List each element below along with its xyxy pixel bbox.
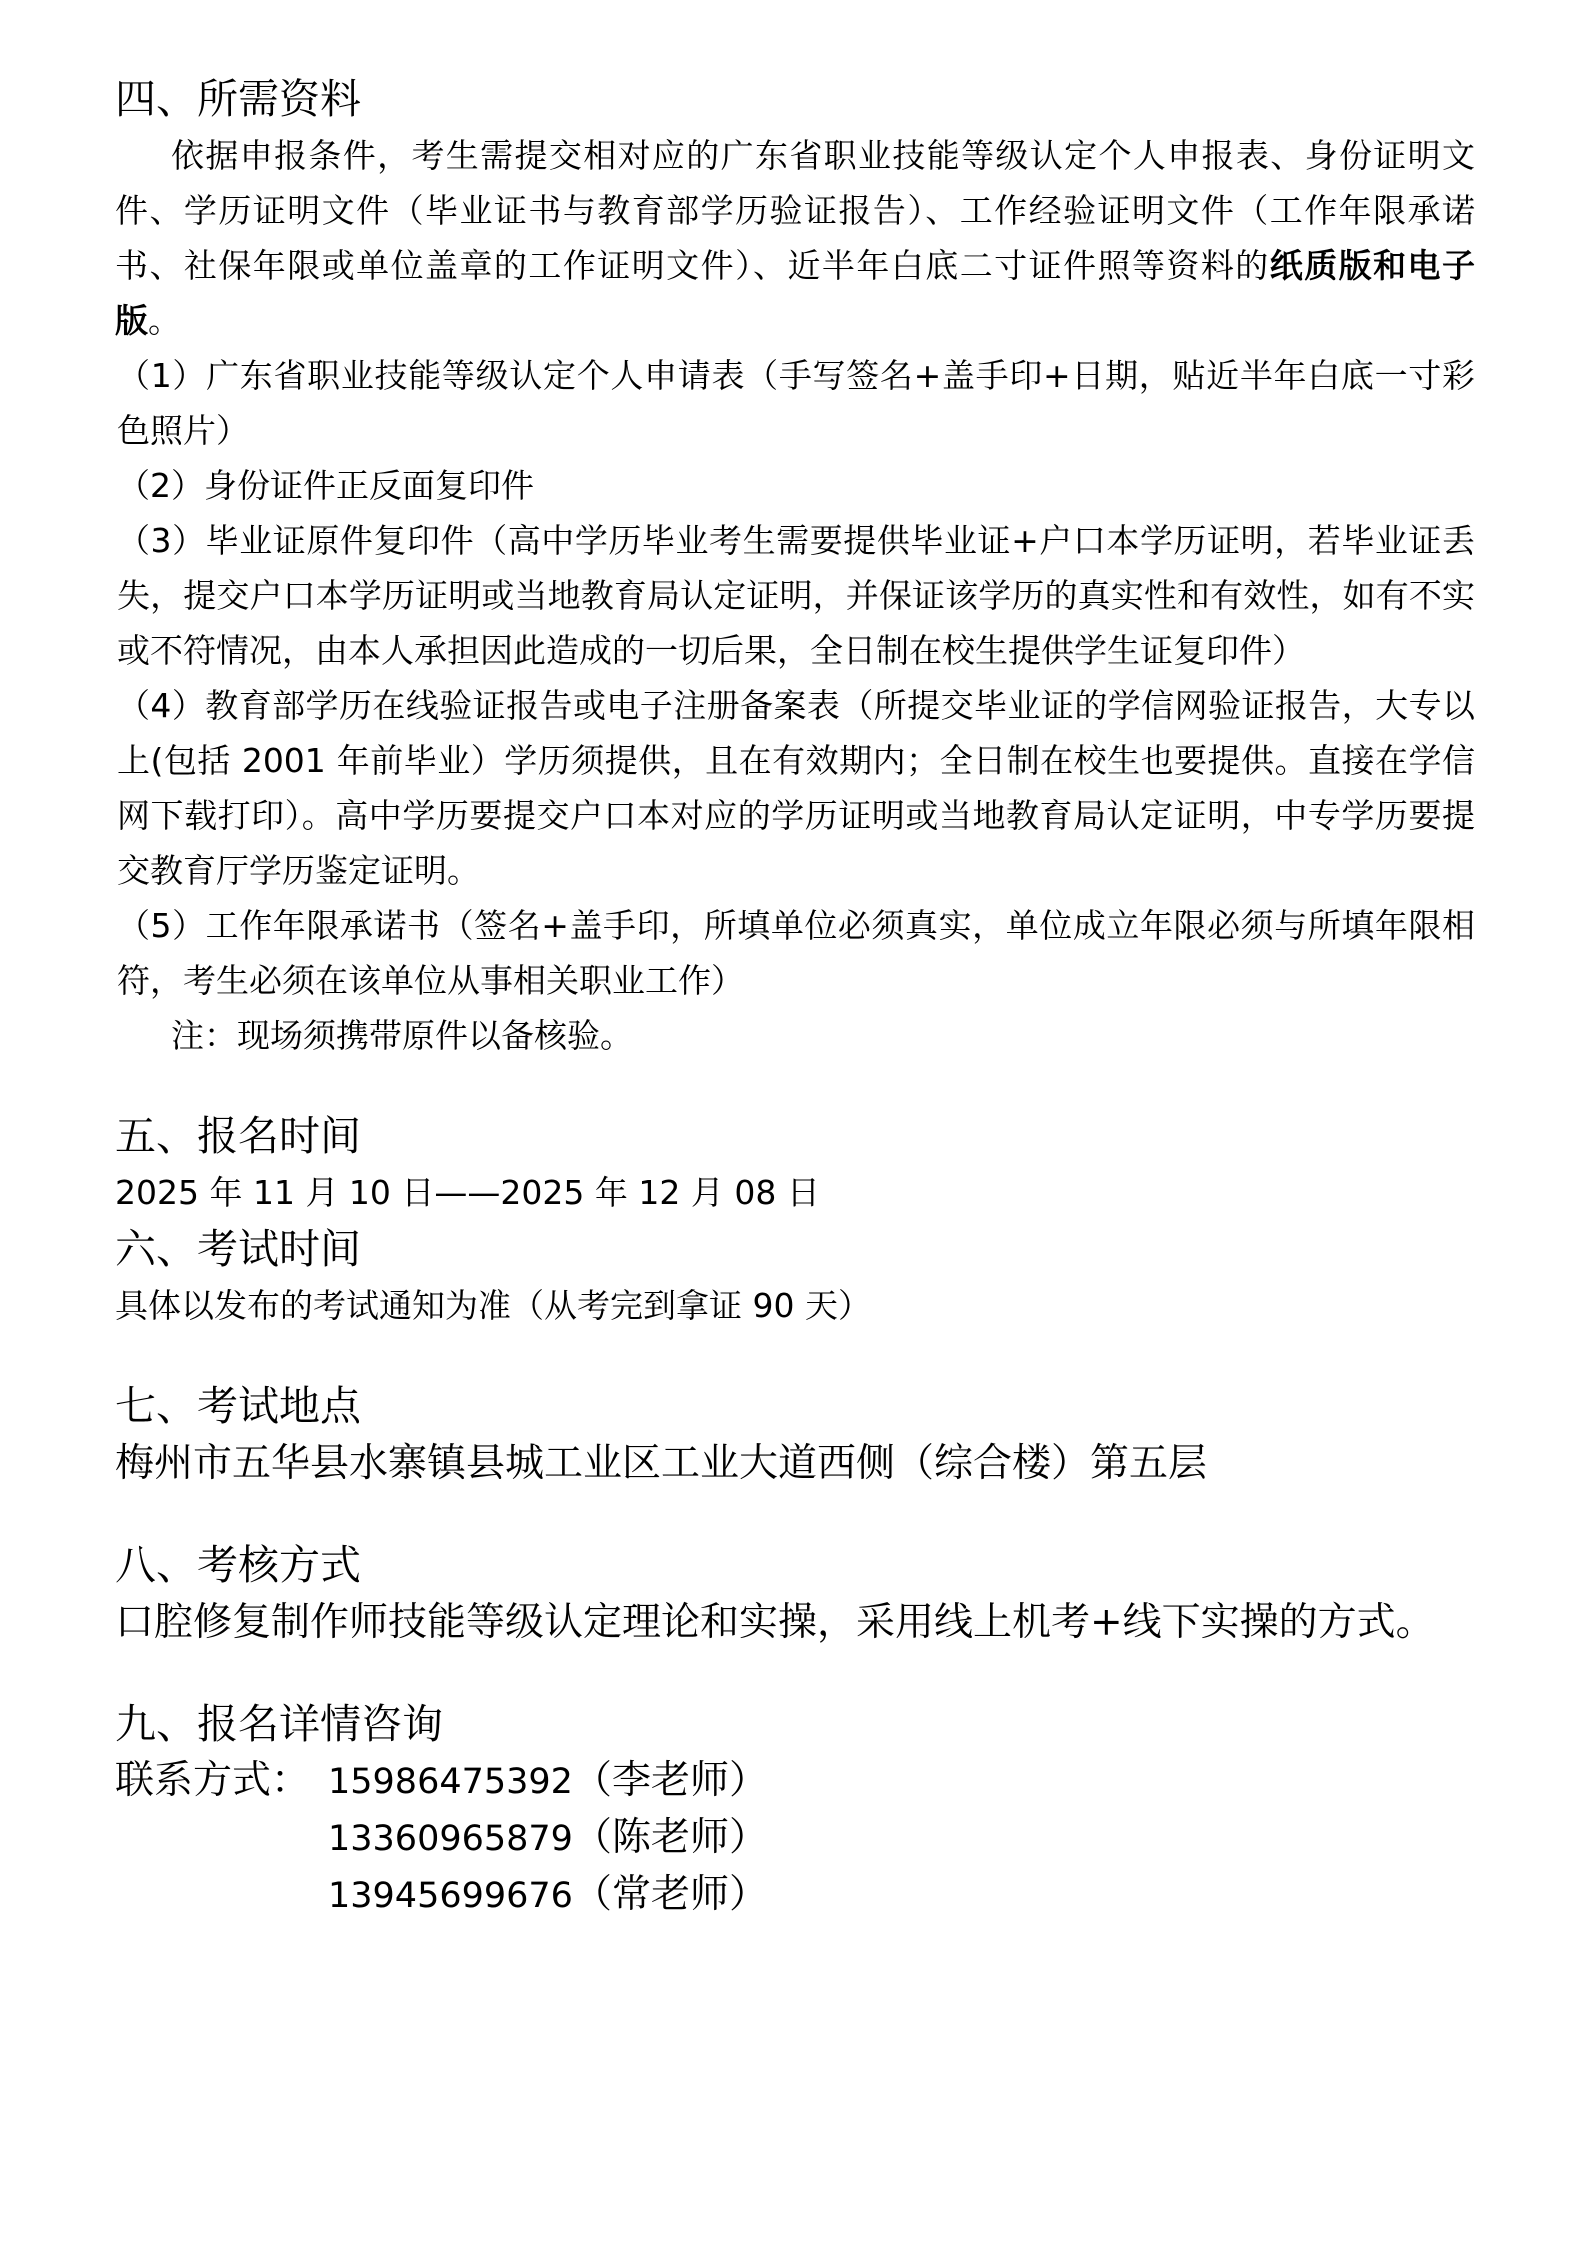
section4-intro [115, 128, 1475, 348]
section4-item-4: （4）教育部学历在线验证报告或电子注册备案表（所提交毕业证的学信网验证报告，大专以上(包括 2001 年前毕业）学历须提供，且在有效期内；全日制在校生也要提供。直接在学信网下载打印）。高中学历要提交户口本对应的学历证明或当地教育局认定证明，中专学历要提交教育厅学历鉴定证明。 [117, 686, 1475, 890]
registration-period: 2025 年 11 月 10 日——2025 年 12 月 08 日 [115, 1173, 820, 1212]
section9-heading: 九、报名详情咨询 [115, 1700, 443, 1748]
contact-label: 联系方式： [115, 1758, 311, 1803]
exam-time-text: 具体以发布的考试通知为准（从考完到拿证 90 天） [115, 1286, 871, 1325]
assessment-method-text: 口腔修复制作师技能等级认定理论和实操，采用线上机考+线下实操的方式。 [115, 1600, 1435, 1645]
section8-heading: 八、考核方式 [115, 1541, 361, 1589]
section4-intro-text: 依据申报条件，考生需提交相对应的广东省职业技能等级认定个人申报表、身份证明文件、学历证明文件（毕业证书与教育部学历验证报告）、工作经验证明文件（工作年限承诺书、社保年限或单位盖章的工作证明文件）、近半年白底二寸证件照等资料的 [115, 136, 1475, 285]
contact-row-1 [115, 1753, 1475, 1810]
section4-item-1: （1）广东省职业技能等级认定个人申请表（手写签名+盖手印+日期，贴近半年白底一寸彩色照片） [117, 356, 1475, 450]
section4-item-3: （3）毕业证原件复印件（高中学历毕业考生需要提供毕业证+户口本学历证明，若毕业证丢失，提交户口本学历证明或当地教育局认定证明，并保证该学历的真实性和有效性，如有不实或不符情况，由本人承担因此造成的一切后果，全日制在校生提供学生证复印件） [117, 521, 1475, 670]
section4-heading: 四、所需资料 [115, 75, 361, 123]
section4-intro-bold: 纸质版和电子版 [115, 246, 1476, 340]
contact-name-3: （常老师） [572, 1872, 768, 1917]
spacer [115, 1333, 1475, 1377]
contact-name-2: （陈老师） [572, 1815, 768, 1860]
exam-location-text: 梅州市五华县水寨镇县城工业区工业大道西侧（综合楼）第五层 [115, 1441, 1208, 1486]
contact-row-3 [115, 1867, 1475, 1924]
spacer [115, 1492, 1475, 1536]
contact-phone-2: 13360965879 [328, 1819, 573, 1859]
section4-item-2: （2）身份证件正反面复印件 [117, 466, 534, 505]
contact-phone-1: 15986475392 [328, 1762, 573, 1802]
contact-name-1: （李老师） [572, 1758, 768, 1803]
spacer [115, 1063, 1475, 1107]
contact-row-2 [115, 1810, 1475, 1867]
contact-phone-3: 13945699676 [328, 1876, 573, 1916]
section4-intro-end: 。 [148, 301, 181, 340]
section5-heading: 五、报名时间 [115, 1112, 361, 1160]
section4-note: 注：现场须携带原件以备核验。 [171, 1016, 633, 1055]
section4-item-5: （5）工作年限承诺书（签名+盖手印，所填单位必须真实，单位成立年限必须与所填年限相符，考生必须在该单位从事相关职业工作） [117, 906, 1475, 1000]
section6-heading: 六、考试时间 [115, 1225, 361, 1273]
spacer [115, 1651, 1475, 1695]
document-page [115, 70, 1475, 1924]
section7-heading: 七、考试地点 [115, 1382, 361, 1430]
